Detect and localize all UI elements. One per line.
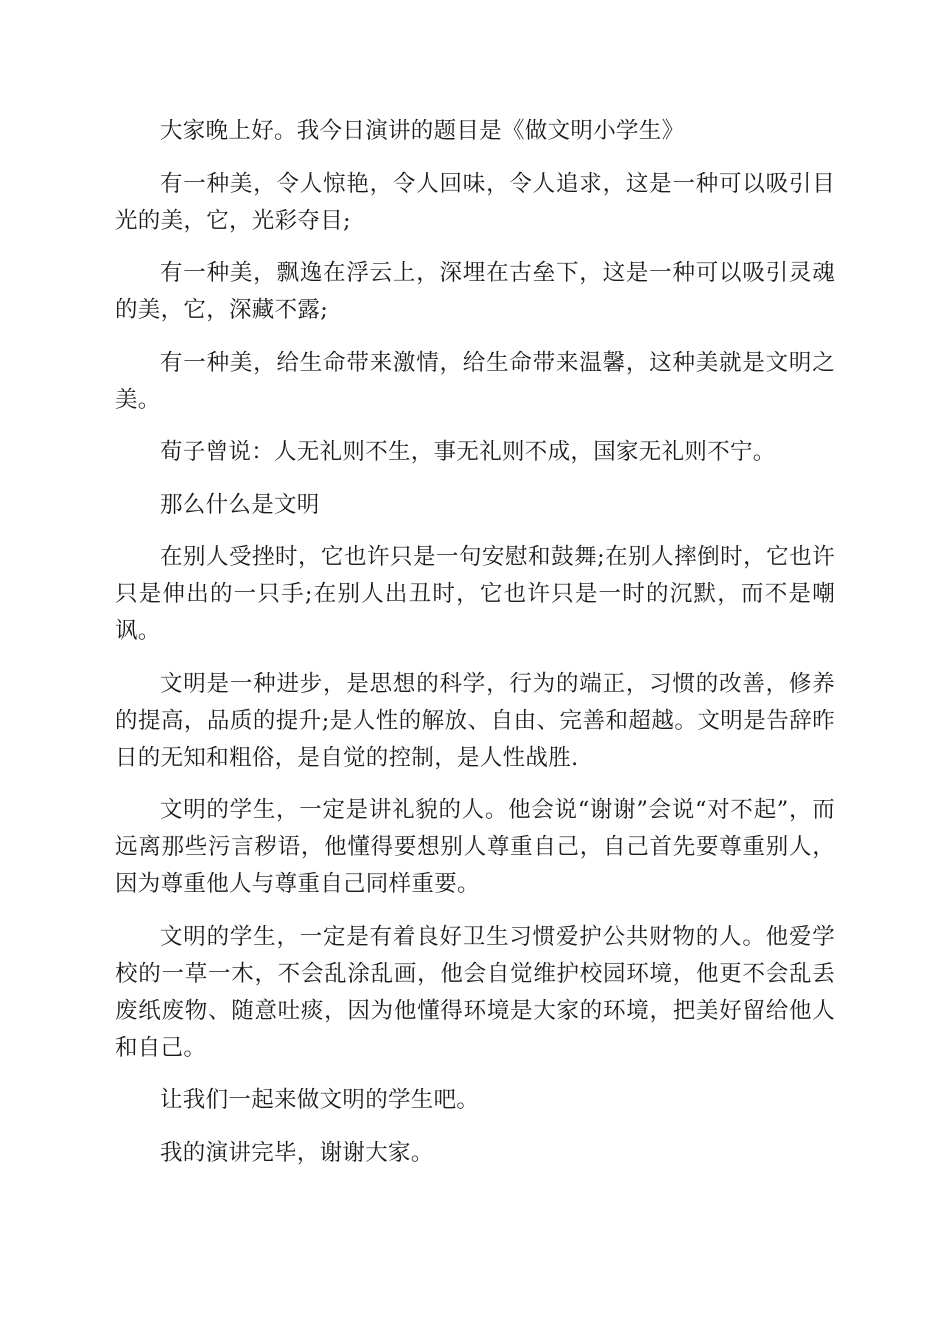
paragraph: 有一种美，令人惊艳，令人回味，令人追求，这是一种可以吸引目光的美，它，光彩夺目;: [115, 170, 835, 234]
paragraph: 有一种美，给生命带来激情，给生命带来温馨，这种美就是文明之美。: [115, 349, 835, 413]
paragraph-greeting: 大家晚上好。我今日演讲的题目是《做文明小学生》: [160, 118, 685, 144]
paragraph-closing: 我的演讲完毕，谢谢大家。: [160, 1139, 434, 1166]
paragraph: 有一种美，飘逸在浮云上，深埋在古垒下，这是一种可以吸引灵魂的美，它，深藏不露;: [115, 260, 835, 323]
paragraph: 文明的学生，一定是有着良好卫生习惯爱护公共财物的人。他爱学校的一草一木，不会乱涂乱画，他会自觉维护校园环境，他更不会乱丢废纸废物、随意吐痰，因为他懂得环境是大家的环境，把美好留给他人和自己。: [115, 923, 835, 1061]
paragraph: 文明的学生，一定是讲礼貌的人。他会说“谢谢”会说“对不起”，而远离那些污言秽语，他懂得要想别人尊重自己，自己首先要尊重别人，因为尊重他人与尊重自己同样重要。: [115, 797, 835, 897]
paragraph: 在别人受挫时，它也许只是一句安慰和鼓舞;在别人摔倒时，它也许只是伸出的一只手;在别人出丑时，它也许只是一时的沉默，而不是嘲讽。: [115, 544, 835, 644]
paragraph: 那么什么是文明: [160, 491, 320, 518]
paragraph-quote: 荀子曾说：人无礼则不生，事无礼则不成，国家无礼则不宁。: [160, 439, 776, 465]
speech-body: [115, 113, 835, 1187]
paragraph: 让我们一起来做文明的学生吧。: [160, 1087, 480, 1113]
paragraph: 文明是一种进步，是思想的科学，行为的端正，习惯的改善，修养的提高，品质的提升;是人性的解放、自由、完善和超越。文明是告辞昨日的无知和粗俗，是自觉的控制，是人性战胜.: [115, 670, 835, 771]
